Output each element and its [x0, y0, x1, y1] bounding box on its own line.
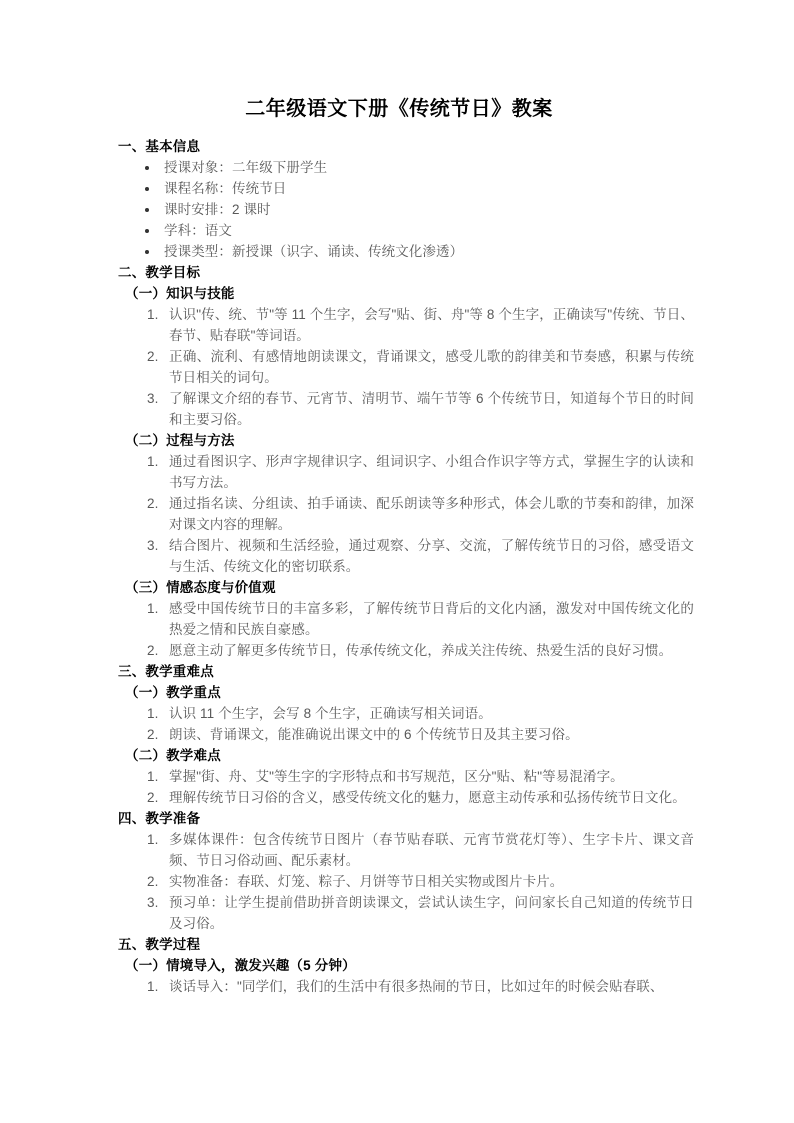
section-key-difficult-points	[104, 661, 694, 808]
list-item: 实物准备：春联、灯笼、粽子、月饼等节日相关实物或图片卡片。	[169, 874, 564, 889]
page-title: 二年级语文下册《传统节日》教案	[245, 98, 553, 120]
section-teaching-preparation	[104, 808, 694, 934]
subsection-heading: （一）情境导入，激发兴趣（5 分钟）	[125, 958, 356, 973]
subsection-heading: （一）教学重点	[125, 685, 221, 700]
list-item: 授课类型：新授课（识字、诵读、传统文化渗透）	[143, 241, 694, 262]
list-item: 认识 11 个生字，会写 8 个生字，正确读写相关词语。	[169, 706, 492, 721]
subsection-heading: （二）教学难点	[125, 748, 221, 763]
list-item: 预习单：让学生提前借助拼音朗读课文，尝试认读生字，问问家长自己知道的传统节日及习俗。	[169, 895, 694, 931]
list-item: 通过指名读、分组读、拍手诵读、配乐朗读等多种形式，体会儿歌的节奏和韵律，加深对课文内容的理解。	[169, 496, 694, 532]
list-item: 谈话导入："同学们，我们的生活中有很多热闹的节日，比如过年的时候会贴春联、	[169, 979, 664, 994]
list-item: 掌握"街、舟、艾"等生字的字形特点和书写规范，区分"贴、粘"等易混淆字。	[169, 769, 624, 784]
list-item: 朗读、背诵课文，能准确说出课文中的 6 个传统节日及其主要习俗。	[169, 727, 579, 742]
subsection-heading: （一）知识与技能	[125, 286, 235, 301]
subsection-heading: （三）情感态度与价值观	[125, 580, 276, 595]
preparation-list	[104, 829, 694, 934]
section-heading: 二、教学目标	[118, 265, 201, 280]
section-heading: 一、基本信息	[118, 139, 201, 154]
section-basic-info	[104, 136, 694, 262]
key-points-list	[104, 703, 694, 745]
list-item: 多媒体课件：包含传统节日图片（春节贴春联、元宵节赏花灯等）、生字卡片、课文音频、节日习俗动画、配乐素材。	[169, 832, 694, 868]
section-teaching-objectives	[104, 262, 694, 661]
section-heading: 五、教学过程	[118, 937, 201, 952]
difficult-points-list	[104, 766, 694, 808]
subsection-heading: （二）过程与方法	[125, 433, 235, 448]
list-item: 正确、流利、有感情地朗读课文，背诵课文，感受儿歌的韵律美和节奏感，积累与传统节日相关的词句。	[169, 349, 694, 385]
knowledge-skills-list	[104, 304, 694, 430]
emotion-attitude-values-list	[104, 598, 694, 661]
list-item: 认识"传、统、节"等 11 个生字，会写"贴、街、舟"等 8 个生字，正确读写"传统、节日、春节、贴春联"等词语。	[169, 307, 694, 343]
list-item: 学科：语文	[143, 220, 694, 241]
process-methods-list	[104, 451, 694, 577]
list-item: 课程名称：传统节日	[143, 178, 694, 199]
section-teaching-process	[104, 934, 694, 997]
basic-info-list	[104, 157, 694, 262]
list-item: 感受中国传统节日的丰富多彩，了解传统节日背后的文化内涵，激发对中国传统文化的热爱之情和民族自豪感。	[169, 601, 694, 637]
list-item: 愿意主动了解更多传统节日，传承传统文化，养成关注传统、热爱生活的良好习惯。	[169, 643, 673, 658]
document-content	[104, 96, 694, 997]
section-heading: 四、教学准备	[118, 811, 201, 826]
list-item: 课时安排：2 课时	[143, 199, 694, 220]
list-item: 理解传统节日习俗的含义，感受传统文化的魅力，愿意主动传承和弘扬传统节日文化。	[169, 790, 686, 805]
list-item: 通过看图识字、形声字规律识字、组词识字、小组合作识字等方式，掌握生字的认读和书写方法。	[169, 454, 694, 490]
section-heading: 三、教学重难点	[118, 664, 214, 679]
list-item: 了解课文介绍的春节、元宵节、清明节、端午节等 6 个传统节日，知道每个节日的时间和主要习俗。	[169, 391, 694, 427]
process-intro-list	[104, 976, 694, 997]
list-item: 结合图片、视频和生活经验，通过观察、分享、交流，了解传统节日的习俗，感受语文与生活、传统文化的密切联系。	[169, 538, 694, 574]
list-item: 授课对象：二年级下册学生	[143, 157, 694, 178]
